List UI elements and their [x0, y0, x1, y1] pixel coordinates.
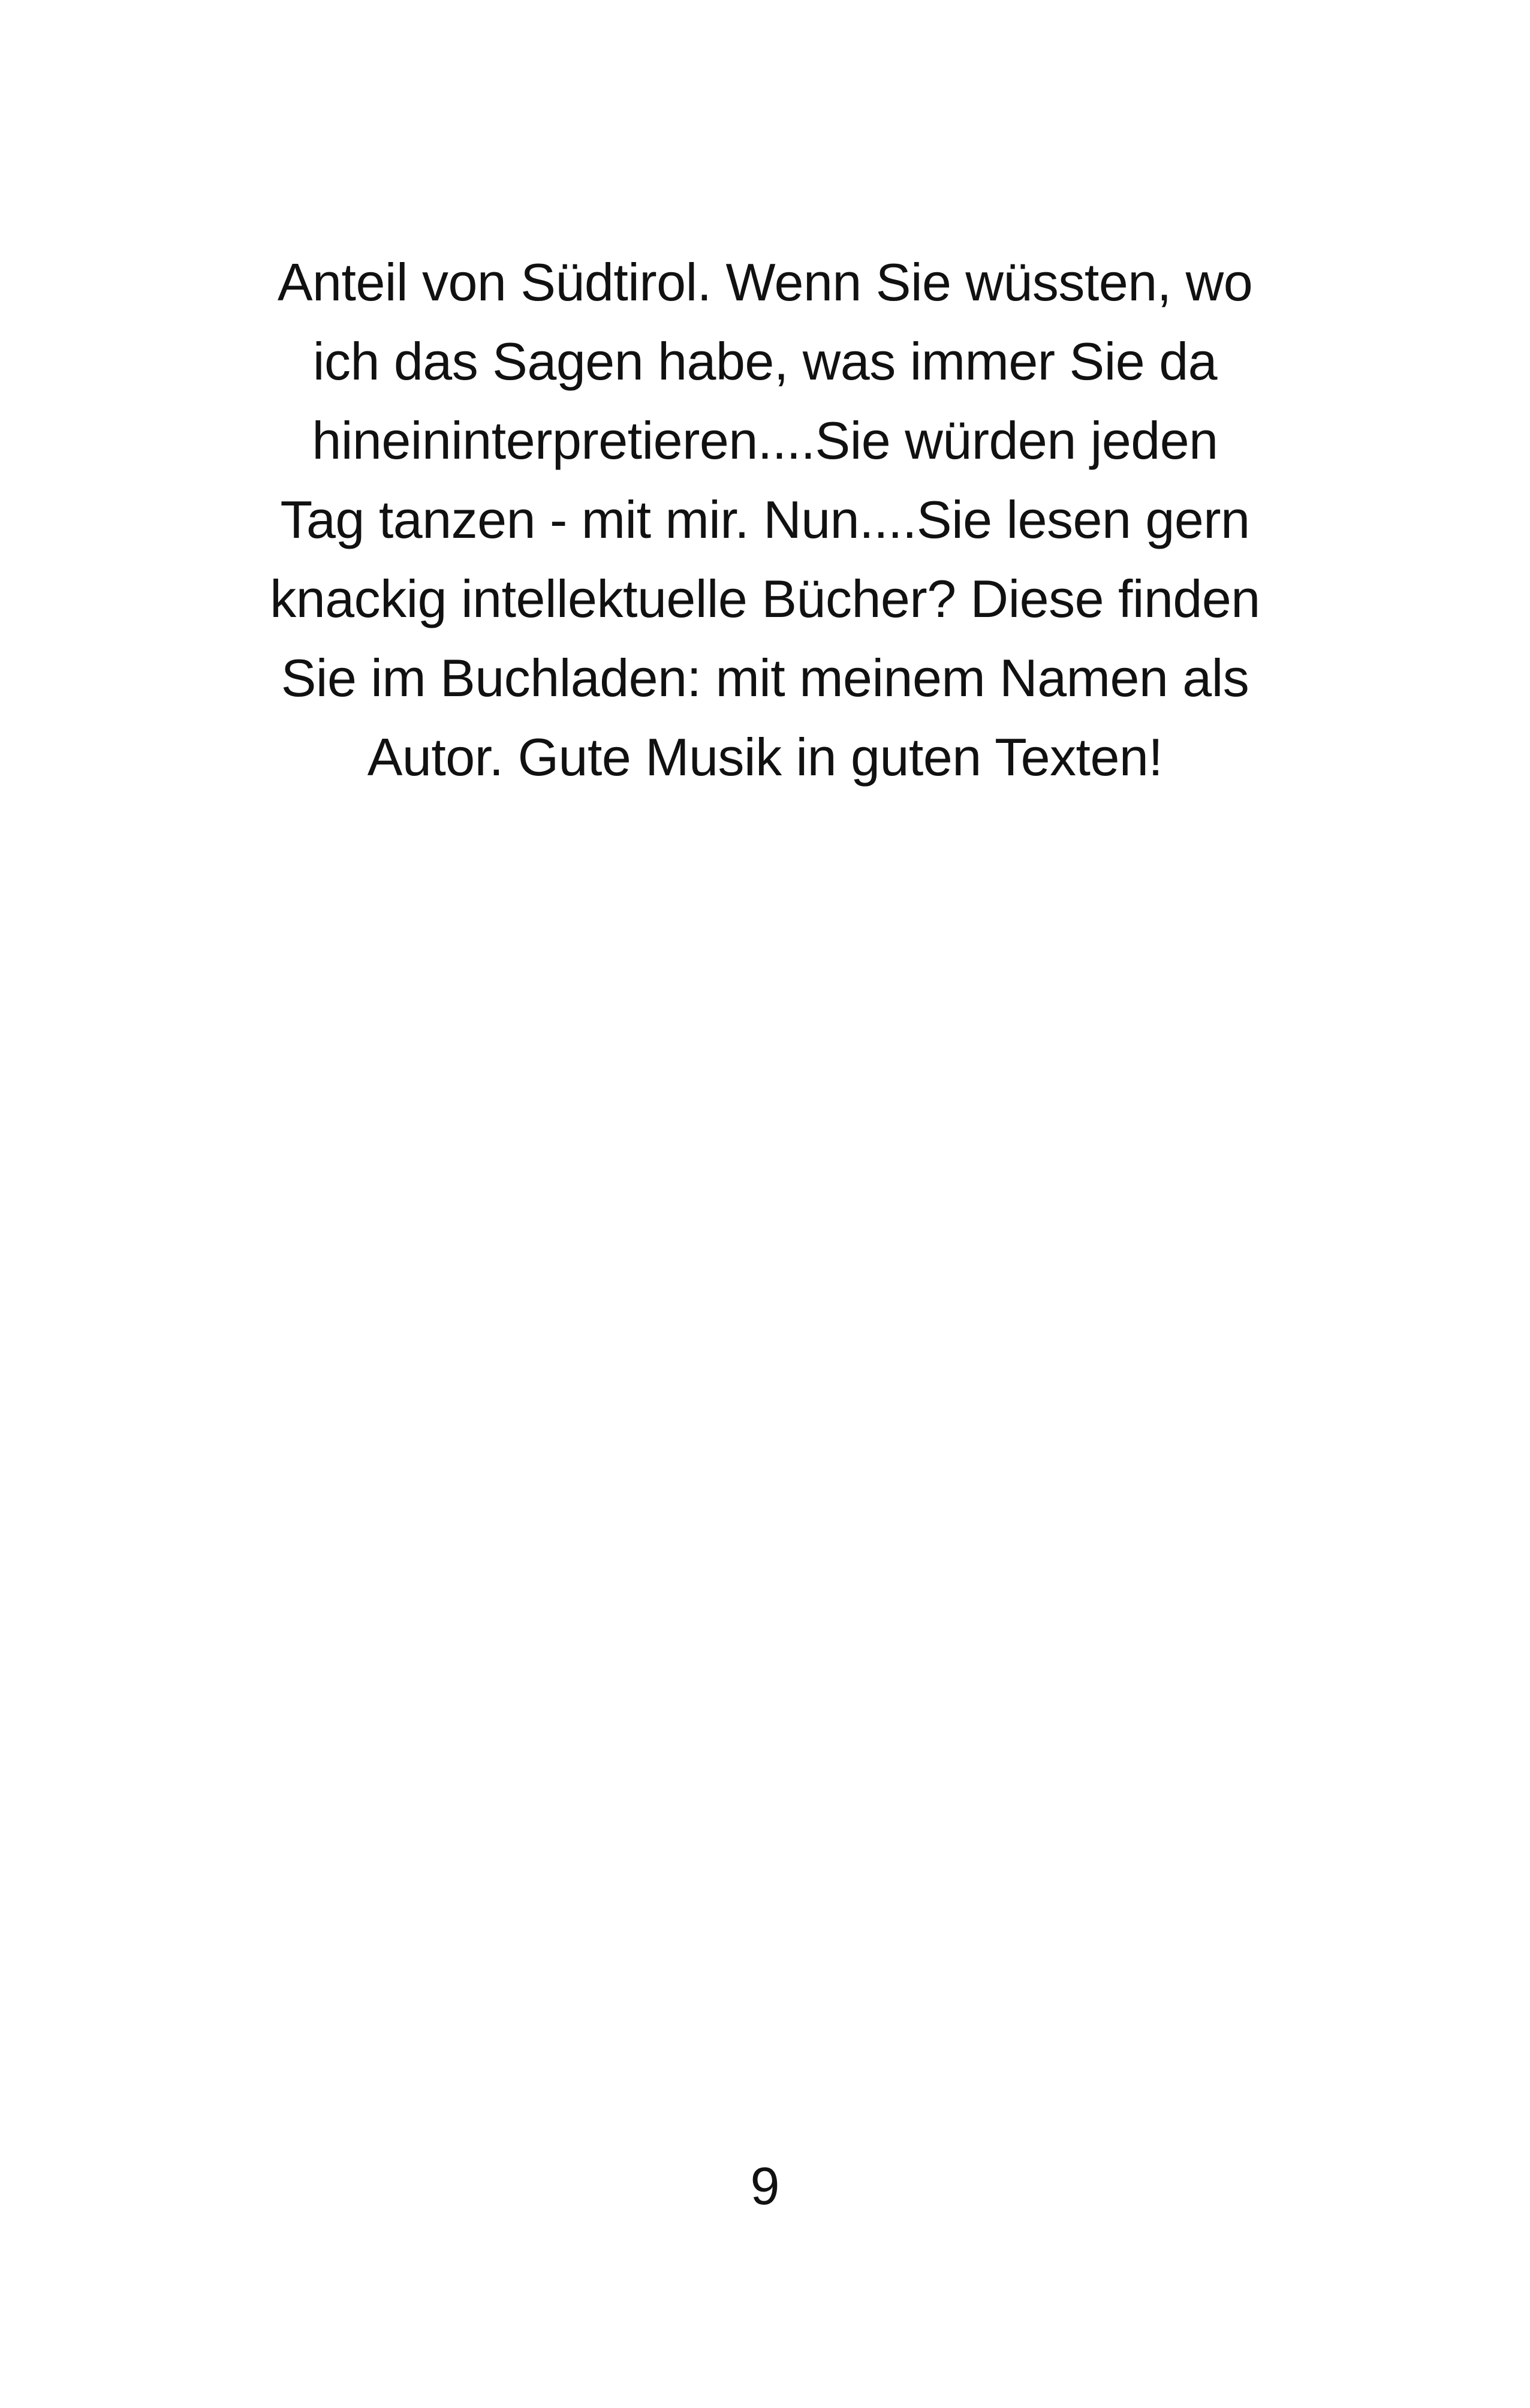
- text-line: Anteil von Südtirol. Wenn Sie wüssten, wo: [277, 252, 1253, 312]
- text-line: ich das Sagen habe, was immer Sie da: [312, 332, 1218, 391]
- page-number: 9: [750, 2156, 780, 2216]
- body-paragraph: [180, 243, 1350, 797]
- text-line: Tag tanzen - mit mir. Nun....Sie lesen gern: [280, 490, 1250, 549]
- text-line: Sie im Buchladen: mit meinem Namen als: [281, 648, 1249, 708]
- text-line: hineininterpretieren....Sie würden jeden: [312, 411, 1218, 470]
- text-line: knackig intellektuelle Bücher? Diese finden: [270, 569, 1260, 628]
- text-line: Autor. Gute Musik in guten Texten!: [367, 727, 1163, 787]
